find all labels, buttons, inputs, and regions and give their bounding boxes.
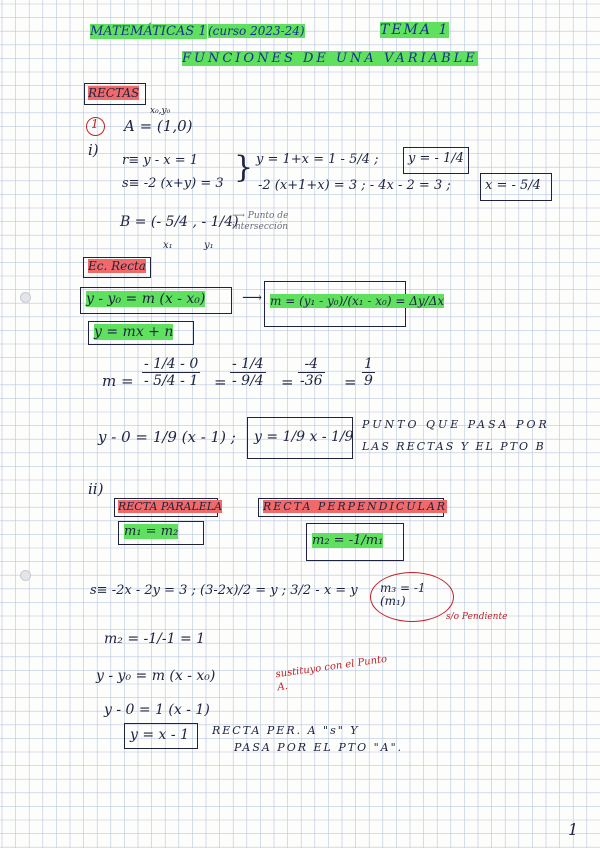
line-note-1: PUNTO QUE PASA POR [362,418,550,431]
equals-1: = [214,373,227,391]
slope-formula: m = (y₁ - y₀)/(x₁ - x₀) = Δy/Δx [270,294,445,308]
equals-2: = [281,373,294,391]
point-slope-general: y - y₀ = m (x - x₀) [96,668,216,684]
final-desc-1: RECTA PER. A "s" Y [212,724,360,737]
system-brace: } [234,150,254,185]
part-ii: ii) [88,480,104,498]
point-substituted: y - 0 = 1 (x - 1) [104,702,210,718]
line-s: s≡ -2 (x+y) = 3 [122,176,224,191]
point-a: A = (1,0) [124,117,193,135]
section-rectas: RECTAS [88,86,140,100]
page-number: 1 [568,820,579,839]
slope-note: s/o Pendiente [446,612,508,622]
header-topic: TEMA 1 [380,22,450,38]
m-lhs: m = [102,372,134,390]
ec-recta-label: Ec. Recta [88,259,146,273]
fraction-2: $\frac{- 1/4}{- 9/4}$ [232,356,264,389]
perpendicular-label: RECTA PERPENDICULAR [263,500,448,513]
line-note-2: LAS RECTAS Y EL PTO B [362,440,546,453]
intersection-note: ⟶ Punto de intersección [232,211,289,232]
arrow: ⟶ [242,290,263,306]
header-subtitle: FUNCIONES DE UNA VARIABLE [182,51,478,66]
final-answer: y = x - 1 [130,727,189,743]
m2-calc: m₂ = -1/-1 = 1 [104,631,206,647]
answer-y: y = - 1/4 [408,151,464,166]
point-slope-eq: y - y₀ = m (x - x₀) [86,291,206,307]
line-through-points: y - 0 = 1/9 (x - 1) ; [98,428,236,446]
binder-hole [20,292,31,303]
solve-y: y = 1+x = 1 - 5/4 ; [256,152,379,167]
header-course: MATEMÁTICAS 1 [90,24,207,39]
parallel-label: RECTA PARALELA [118,500,223,513]
parallel-rule: m₁ = m₂ [124,524,179,539]
part-i: i) [88,141,99,159]
slope-circle-text: m₃ = -1 (m₁) [380,581,426,608]
answer-x: x = - 5/4 [485,178,541,193]
line-answer: y = 1/9 x - 1/9 [254,429,354,445]
header-year: (curso 2023-24) [208,24,305,38]
solve-x: -2 (x+1+x) = 3 ; - 4x - 2 = 3 ; [258,178,451,193]
point-b-x1: x₁ [163,240,173,251]
exercise-number: 1 [91,117,99,131]
s-line-solve: s≡ -2x - 2y = 3 ; (3-2x)/2 = y ; 3/2 - x = y [90,583,358,598]
equals-3: = [344,373,357,391]
fraction-1: $\frac{- 1/4 - 0}{- 5/4 - 1}$ [144,356,199,389]
point-b-y1: y₁ [204,240,214,251]
line-r: r≡ y - x = 1 [122,153,199,168]
perp-rule: m₂ = -1/m₁ [312,533,384,548]
point-b: B = (- 5/4 , - 1/4) [120,214,239,230]
fraction-4: $\frac{1}{9}$ [364,356,373,389]
slope-intercept-eq: y = mx + n [94,324,174,340]
substitute-note: sustituyo con el Punto A. [274,653,388,694]
binder-hole [20,570,31,581]
point-subscript: x₀,y₀ [150,106,171,116]
final-desc-2: PASA POR EL PTO "A". [234,741,404,754]
fraction-3: $\frac{-4}{-36}$ [300,356,323,389]
